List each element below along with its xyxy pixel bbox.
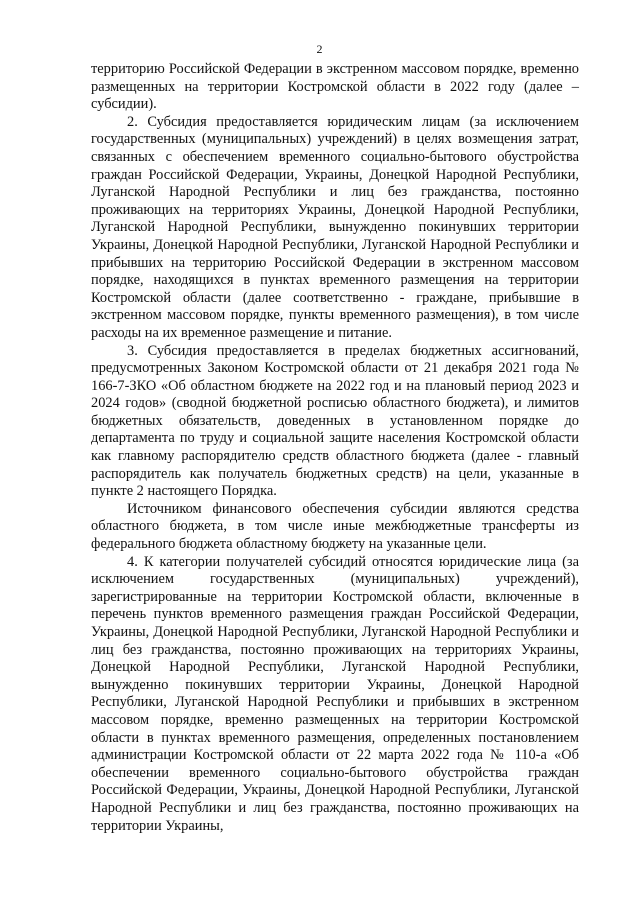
page-number: 2 [316,42,323,56]
paragraph-item-4: 4. К категории получателей субсидий относятся юридические лица (за исключением государственных (муниципальных) учреждений), зарегистрированные на территории Костромской области, включенные в перечень пунктов временного размещения граждан Российской Федерации, Украины, Донецкой Народной Республики, Луганской Народной Республики и лиц без гражданства, постоянно проживающих на территориях Украины, Донецкой Народной Республики, Луганской Народной Республики, вынужденно покинувших территории Украины, Донецкой Народной Республики, Луганской Народной Республики и прибывших в экстренном массовом порядке, временно размещенных на территории Костромской области в пунктах временного размещения, определенных постановлением администрации Костромской области от 22 марта 2022 года № 110-а «Об обеспечении временного социально-бытового обустройства граждан Российской Федерации, Украины, Донецкой Народной Республики, Луганской Народной Республики и лиц без гражданства, постоянно проживающих на территории Украины, [91,553,579,834]
paragraph-continuation: территорию Российской Федерации в экстренном массовом порядке, временно размещенных на территории Костромской области в 2022 году (далее – субсидии). [91,61,579,113]
paragraph-item-3: 3. Субсидия предоставляется в пределах бюджетных ассигнований, предусмотренных Законом Костромской области от 21 декабря 2021 года № 166-7-ЗКО «Об областном бюджете на 2022 год и на плановый период 2023 и 2024 годов» (сводной бюджетной росписью областного бюджета), и лимитов бюджетных обязательств, доведенных в установленном порядке до департамента по труду и социальной защите населения Костромской области как главному распорядителю средств областного бюджета (далее - главный распорядитель как получатель бюджетных средств) на цели, указанные в пункте 2 настоящего Порядка. [91,342,579,500]
paragraph-funding-source: Источником финансового обеспечения субсидии являются средства областного бюджета, в том числе иные межбюджетные трансферты из федерального бюджета областному бюджету на указанные цели. [91,500,579,553]
document-body [91,61,579,835]
paragraph-item-2: 2. Субсидия предоставляется юридическим лицам (за исключением государственных (муниципальных) учреждений) в целях возмещения затрат, связанных с обеспечением временного социально-бытового обустройства граждан Российской Федерации, Украины, Донецкой Народной Республики, Луганской Народной Республики и лиц без гражданства, постоянно проживающих на территориях Украины, Донецкой Народной Республики, Луганской Народной Республики, вынужденно покинувших территории Украины, Донецкой Народной Республики, Луганской Народной Республики и прибывших на территорию Российской Федерации в экстренном массовом порядке, находящихся в пунктах временного размещения на территории Костромской области (далее соответственно - граждане, прибывшие в экстренном массовом порядке, пункты временного размещения), в том числе расходы на их временное размещение и питание. [91,113,579,341]
